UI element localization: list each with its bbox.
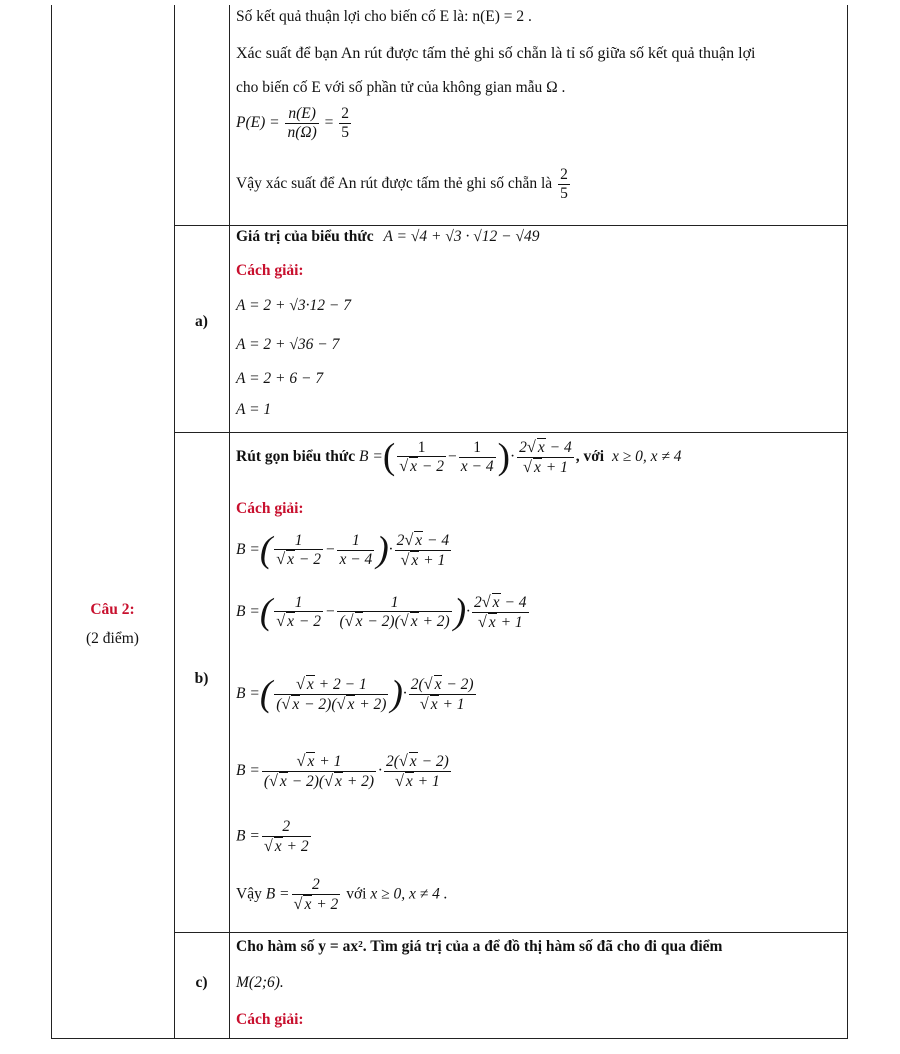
frac-1-sqrtx-2 bbox=[397, 439, 446, 477]
formula-lhs: P(E) = bbox=[236, 113, 280, 131]
condition-prefix: , với bbox=[575, 448, 605, 466]
expr-B: B = bbox=[359, 448, 383, 466]
den: x − 4 bbox=[460, 457, 494, 475]
den: √ x − 2 bbox=[399, 457, 444, 476]
num: 2√ x − 4 bbox=[519, 438, 572, 456]
row1-conclusion bbox=[236, 166, 572, 203]
part-a-label: a) bbox=[195, 313, 208, 330]
minus: − bbox=[448, 448, 457, 466]
part-a-step-2: A = 2 + √36 − 7 bbox=[236, 336, 340, 353]
paren-close: ) bbox=[497, 436, 510, 478]
conclusion-with: với bbox=[346, 885, 367, 903]
conclusion-prefix: Vậy bbox=[236, 885, 262, 903]
num: 1 bbox=[397, 439, 446, 458]
part-b-step-3: B =( $\frac{√ x + 2 - 1}{(√ x - 2)(√ x + 2)}$ )· $\frac{2(√ x - 2)}{√ x + 1}$ bbox=[236, 673, 474, 715]
column-divider-1 bbox=[174, 5, 175, 1039]
fraction-2-sqrtx-2: $\frac{2}{√ x + 2}$ bbox=[293, 876, 339, 913]
den: √ x + 1 bbox=[523, 457, 568, 476]
dot: · bbox=[509, 448, 516, 466]
probability-formula bbox=[236, 105, 353, 142]
prompt-text: Rút gọn biểu thức bbox=[236, 448, 356, 466]
expression-A: A = √4 + √3 · √12 − √49 bbox=[383, 228, 540, 245]
solution-table bbox=[51, 5, 848, 1039]
part-a-method: Cách giải: bbox=[236, 262, 304, 279]
row1-line2: Xác suất để bạn An rút được tấm thẻ ghi số chẵn là tỉ số giữa số kết quả thuận lợi bbox=[236, 45, 756, 62]
row1-line3: cho biến cố E với số phần tử của không gian mẫu Ω . bbox=[236, 79, 566, 96]
part-c-line2: M(2;6). bbox=[236, 974, 284, 991]
row-divider-3 bbox=[174, 932, 848, 933]
question-label: Câu 2: bbox=[90, 601, 135, 618]
part-b-prompt bbox=[236, 438, 682, 477]
frac-2sqrtx-4 bbox=[517, 438, 574, 477]
part-b-conclusion bbox=[236, 876, 448, 914]
part-b-step-5: B = $\frac{2}{√ x + 2}$ bbox=[236, 818, 309, 855]
part-a-step-1: A = 2 + √3·12 − 7 bbox=[236, 297, 351, 314]
expr-B: B = bbox=[265, 885, 290, 903]
part-a-step-3: A = 2 + 6 − 7 bbox=[236, 370, 324, 387]
part-b-step-1: B =( $\frac{1}{√ x - 2}$ − $\frac{1}{x - 4}$ )· $\frac{2√ x - 4}{√ x + 1}$ bbox=[236, 529, 450, 571]
fraction-denominator: n(Ω) bbox=[287, 123, 317, 141]
part-c-line1: Cho hàm số y = ax². Tìm giá trị của a để đồ thị hàm số đã cho đi qua điểm bbox=[236, 938, 723, 955]
part-b-step-2: B =( $\frac{1}{√ x - 2}$ − $\frac{1}{(√ x - 2)(√ x + 2)}$ )· $\frac{2√ x - 4}{√ x + 1}$ bbox=[236, 591, 527, 633]
fraction-numerator: n(E) bbox=[285, 105, 318, 124]
part-a-step-4: A = 1 bbox=[236, 401, 272, 418]
fraction-denominator: 5 bbox=[341, 123, 350, 141]
part-b-method: Cách giải: bbox=[236, 500, 304, 517]
fraction-denominator: 5 bbox=[560, 184, 568, 202]
paren-open: ( bbox=[382, 436, 396, 478]
column-divider-2 bbox=[229, 5, 230, 1039]
part-b-label: b) bbox=[194, 670, 209, 687]
question-points: (2 điểm) bbox=[86, 630, 139, 647]
part-c-label: c) bbox=[195, 974, 208, 991]
fraction-numerator: 2 bbox=[560, 166, 568, 183]
prompt-text: Giá trị của biểu thức bbox=[236, 228, 374, 245]
fraction-2-5 bbox=[339, 105, 351, 142]
part-a-prompt bbox=[236, 228, 539, 247]
part-b-step-4: B = $\frac{√ x + 1}{(√ x - 2)(√ x + 2)}$ · $\frac{2(√ x - 2)}{√ x + 1}$ bbox=[236, 752, 449, 790]
conclusion-fraction bbox=[558, 166, 570, 203]
conclusion-text: Vậy xác suất để An rút được tấm thẻ ghi số chẵn là bbox=[236, 175, 553, 193]
num: 1 bbox=[459, 439, 496, 458]
row1-line1: Số kết quả thuận lợi cho biến cố E là: n(E) = 2 . bbox=[236, 8, 532, 25]
part-c-method: Cách giải: bbox=[236, 1011, 304, 1028]
row-divider-1 bbox=[174, 225, 848, 226]
fraction-nE-nOmega bbox=[285, 105, 318, 142]
condition: x ≥ 0, x ≠ 4 bbox=[611, 448, 682, 466]
row-divider-2 bbox=[174, 432, 848, 433]
equals-sign: = bbox=[324, 113, 334, 131]
conclusion-condition: x ≥ 0, x ≠ 4 . bbox=[370, 885, 448, 903]
fraction-numerator: 2 bbox=[341, 105, 350, 122]
frac-1-x-4 bbox=[459, 439, 496, 476]
